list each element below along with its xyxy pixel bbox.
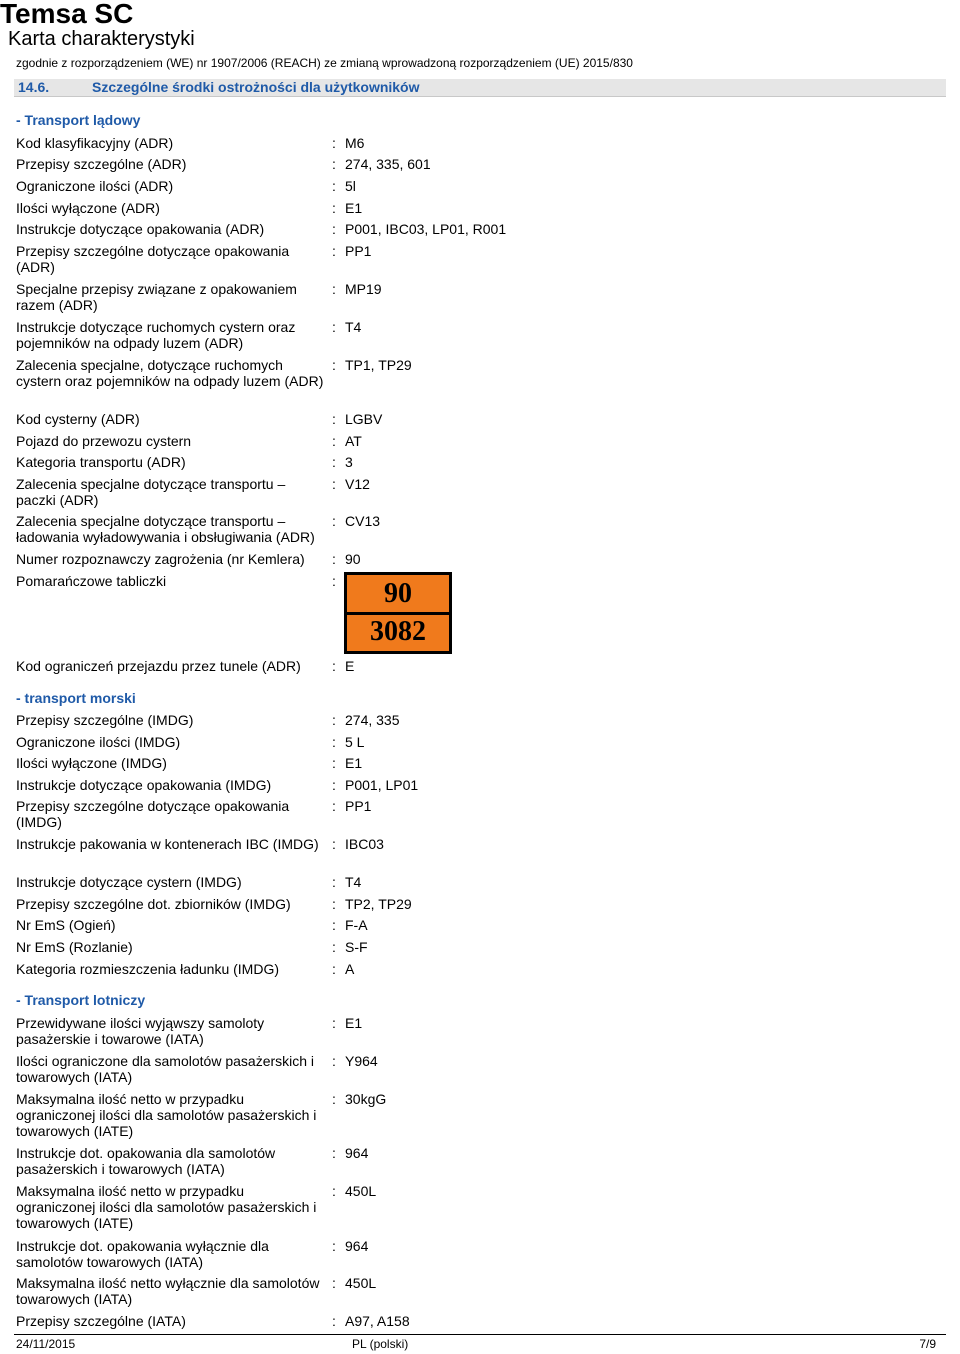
row-label: Kod klasyfikacyjny (ADR) [16, 135, 174, 151]
row-value: F-A [345, 917, 368, 933]
row-colon: : [332, 1275, 336, 1291]
row-colon: : [332, 573, 336, 589]
row-label: Przewidywane ilości wyjąwszy samoloty pasażerskie i towarowe (IATA) [16, 1015, 265, 1047]
row-colon: : [332, 1091, 336, 1107]
row-value: CV13 [345, 513, 381, 529]
row-colon: : [332, 939, 336, 955]
row-colon: : [332, 156, 336, 172]
row-label: Maksymalna ilość netto wyłącznie dla samolotów towarowych (IATA) [16, 1275, 320, 1307]
row-colon: : [332, 798, 336, 814]
row-value: 450L [345, 1275, 377, 1291]
row-label: Numer rozpoznawczy zagrożenia (nr Kemlera) [16, 551, 305, 567]
row-value: PP1 [345, 243, 372, 259]
row-value: 274, 335 [345, 712, 400, 728]
row-value: 964 [345, 1145, 369, 1161]
row-label: Pojazd do przewozu cystern [16, 433, 192, 449]
row-label: Instrukcje dotyczące cystern (IMDG) [16, 874, 242, 890]
row-colon: : [332, 200, 336, 216]
row-colon: : [332, 1313, 336, 1329]
row-label: Instrukcje dot. opakowania dla samolotów pasażerskich i towarowych (IATA) [16, 1145, 276, 1177]
row-colon: : [332, 513, 336, 529]
row-value: IBC03 [345, 836, 384, 852]
row-colon: : [332, 281, 336, 297]
row-value: TP1, TP29 [345, 357, 412, 373]
orange-hazard-plate [344, 572, 452, 654]
row-label: Kategoria transportu (ADR) [16, 454, 186, 470]
row-colon: : [332, 476, 336, 492]
row-label: Przepisy szczególne (ADR) [16, 156, 187, 172]
row-label: Przepisy szczególne (IATA) [16, 1313, 186, 1329]
row-value: P001, IBC03, LP01, R001 [345, 221, 507, 237]
row-value: E1 [345, 1015, 363, 1031]
row-label: Kategoria rozmieszczenia ładunku (IMDG) [16, 961, 279, 977]
row-label: Instrukcje dotyczące opakowania (ADR) [16, 221, 265, 237]
row-colon: : [332, 433, 336, 449]
row-label: Pomarańczowe tabliczki [16, 573, 167, 589]
row-label: Przepisy szczególne dotyczące opakowania (IMDG) [16, 798, 290, 830]
row-label: Przepisy szczególne dot. zbiorników (IMDG) [16, 896, 291, 912]
row-value: S-F [345, 939, 368, 955]
row-colon: : [332, 874, 336, 890]
company-name: Temsa SC [0, 0, 134, 29]
row-value: TP2, TP29 [345, 896, 412, 912]
row-colon: : [332, 734, 336, 750]
section-title: Szczególne środki ostrożności dla użytkowników [92, 79, 420, 95]
row-label: Instrukcje dotyczące ruchomych cystern oraz pojemników na odpady luzem (ADR) [16, 319, 296, 351]
row-label: Nr EmS (Rozlanie) [16, 939, 133, 955]
row-value: 3 [345, 454, 353, 470]
row-colon: : [332, 178, 336, 194]
row-colon: : [332, 454, 336, 470]
row-colon: : [332, 135, 336, 151]
row-value: Y964 [345, 1053, 378, 1069]
row-value: LGBV [345, 411, 383, 427]
row-label: Nr EmS (Ogień) [16, 917, 116, 933]
row-label: Instrukcje dot. opakowania wyłącznie dla samolotów towarowych (IATA) [16, 1238, 269, 1270]
regulation-reference: zgodnie z rozporządzeniem (WE) nr 1907/2006 (REACH) ze zmianą wprowadzoną rozporządzeniem (UE) 2015/830 [16, 56, 633, 70]
section-number: 14.6. [18, 79, 50, 95]
footer-date: 24/11/2015 [16, 1337, 76, 1351]
row-value: PP1 [345, 798, 372, 814]
row-value: 274, 335, 601 [345, 156, 431, 172]
row-value: 964 [345, 1238, 369, 1254]
row-label: Instrukcje pakowania w kontenerach IBC (IMDG) [16, 836, 319, 852]
sea-transport-heading: - transport morski [16, 690, 136, 706]
row-value: T4 [345, 874, 362, 890]
row-label: Zalecenia specjalne dotyczące transportu – ładowania wyładowywania i obsługiwania (ADR) [16, 513, 315, 545]
row-label: Ilości wyłączone (IMDG) [16, 755, 167, 771]
row-colon: : [332, 836, 336, 852]
row-label: Maksymalna ilość netto w przypadku ograniczonej ilości dla samolotów pasażerskich i towarowych (IATE) [16, 1183, 317, 1231]
footer-language: PL (polski) [352, 1337, 409, 1351]
row-colon: : [332, 777, 336, 793]
document-type: Karta charakterystyki [8, 28, 195, 50]
row-value: 5l [345, 178, 356, 194]
row-label: Przepisy szczególne (IMDG) [16, 712, 194, 728]
row-colon: : [332, 411, 336, 427]
hazard-identification-number: 90 [384, 578, 412, 609]
row-value: A [345, 961, 355, 977]
row-label: Ograniczone ilości (ADR) [16, 178, 174, 194]
row-colon: : [332, 961, 336, 977]
row-value: E [345, 658, 355, 674]
row-value: P001, LP01 [345, 777, 419, 793]
row-label: Ilości wyłączone (ADR) [16, 200, 160, 216]
row-colon: : [332, 658, 336, 674]
row-label: Specjalne przepisy związane z opakowaniem razem (ADR) [16, 281, 297, 313]
row-value: 450L [345, 1183, 377, 1199]
row-colon: : [332, 1015, 336, 1031]
row-value: M6 [345, 135, 365, 151]
section-header [14, 79, 946, 97]
footer-page-number: 7/9 [919, 1337, 936, 1351]
row-label: Ograniczone ilości (IMDG) [16, 734, 181, 750]
row-colon: : [332, 712, 336, 728]
row-value: V12 [345, 476, 370, 492]
row-label: Kod ograniczeń przejazdu przez tunele (ADR) [16, 658, 301, 674]
row-label: Maksymalna ilość netto w przypadku ograniczonej ilości dla samolotów pasażerskich i towarowych (IATE) [16, 1091, 317, 1139]
row-colon: : [332, 243, 336, 259]
row-colon: : [332, 1053, 336, 1069]
row-colon: : [332, 917, 336, 933]
row-colon: : [332, 755, 336, 771]
row-colon: : [332, 896, 336, 912]
row-value: T4 [345, 319, 362, 335]
row-label: Zalecenia specjalne, dotyczące ruchomych cystern oraz pojemników na odpady luzem (ADR) [16, 357, 324, 389]
row-value: 30kgG [345, 1091, 387, 1107]
row-value: 90 [345, 551, 361, 567]
row-colon: : [332, 1183, 336, 1199]
row-colon: : [332, 319, 336, 335]
un-number: 3082 [370, 616, 426, 647]
row-label: Przepisy szczególne dotyczące opakowania (ADR) [16, 243, 290, 275]
row-label: Ilości ograniczone dla samolotów pasażerskich i towarowych (IATA) [16, 1053, 315, 1085]
row-colon: : [332, 1238, 336, 1254]
row-colon: : [332, 1145, 336, 1161]
row-colon: : [332, 221, 336, 237]
row-value: E1 [345, 755, 363, 771]
row-value: A97, A158 [345, 1313, 410, 1329]
row-value: AT [345, 433, 362, 449]
row-value: E1 [345, 200, 363, 216]
row-label: Zalecenia specjalne dotyczące transportu – paczki (ADR) [16, 476, 286, 508]
row-colon: : [332, 357, 336, 373]
row-value: MP19 [345, 281, 382, 297]
row-label: Instrukcje dotyczące opakowania (IMDG) [16, 777, 272, 793]
page-footer [14, 1334, 946, 1353]
land-transport-heading: - Transport lądowy [16, 112, 141, 128]
row-value: 5 L [345, 734, 365, 750]
row-label: Kod cysterny (ADR) [16, 411, 140, 427]
air-transport-heading: - Transport lotniczy [16, 992, 146, 1008]
row-colon: : [332, 551, 336, 567]
